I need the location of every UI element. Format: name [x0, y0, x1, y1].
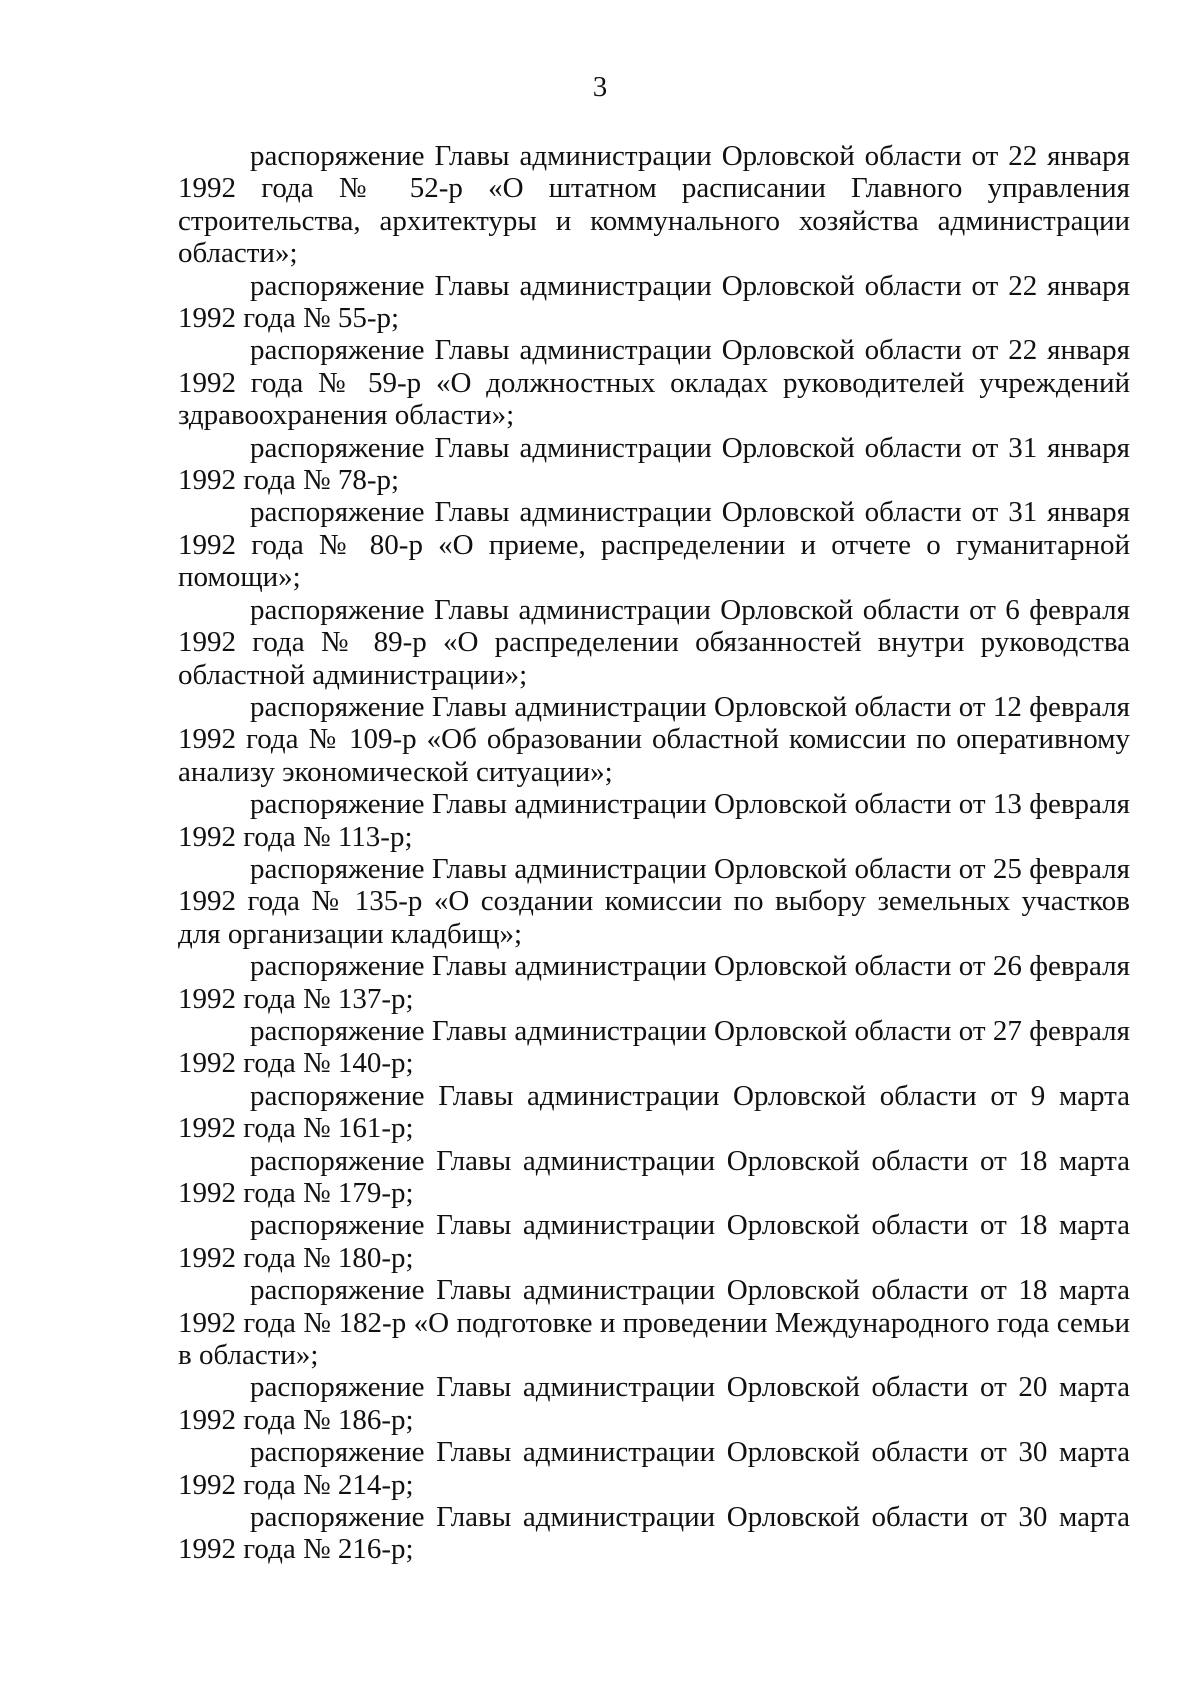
- list-item: [178, 950, 1130, 1015]
- list-item: [178, 1080, 1130, 1145]
- list-item: [178, 334, 1130, 431]
- list-item: [178, 853, 1130, 950]
- list-item: [178, 788, 1130, 853]
- list-item: [178, 140, 1130, 270]
- list-item-text: распоряжение Главы администрации Орловской области от 12 февраля 1992 года № 109-р «Об образовании областной комиссии по оперативному анализу экономической ситуации»;: [178, 690, 1130, 788]
- list-item-text: распоряжение Главы администрации Орловской области от 22 января 1992 года № 52-р «О штатном расписании Главного управления строительства, архитектуры и коммунального хозяйства администрации области»;: [178, 140, 1130, 270]
- list-item-text: распоряжение Главы администрации Орловской области от 20 марта 1992 года № 186-р;: [178, 1371, 1130, 1436]
- page-number: 3: [592, 71, 608, 103]
- list-item-text: распоряжение Главы администрации Орловской области от 13 февраля 1992 года № 113-р;: [178, 788, 1130, 853]
- list-item-text: распоряжение Главы администрации Орловской области от 18 марта 1992 года № 182-р «О подготовке и проведении Международного года семьи в области»;: [178, 1274, 1130, 1372]
- list-item-text: распоряжение Главы администрации Орловской области от 31 января 1992 года № 78-р;: [178, 431, 1130, 497]
- list-item-text: распоряжение Главы администрации Орловской области от 30 марта 1992 года № 214-р;: [178, 1436, 1130, 1501]
- list-item-text: распоряжение Главы администрации Орловской области от 18 марта 1992 года № 180-р;: [178, 1209, 1130, 1274]
- list-item: [178, 594, 1130, 691]
- list-item: [178, 432, 1130, 497]
- list-item-text: распоряжение Главы администрации Орловской области от 25 февраля 1992 года № 135-р «О создании комиссии по выбору земельных участков для организации кладбищ»;: [178, 852, 1130, 950]
- list-item: [178, 1145, 1130, 1210]
- list-item: [178, 1371, 1130, 1436]
- list-item-text: распоряжение Главы администрации Орловской области от 30 марта 1992 года № 216-р;: [178, 1501, 1130, 1566]
- list-item: [178, 1209, 1130, 1274]
- list-item: [178, 1274, 1130, 1371]
- list-item-text: распоряжение Главы администрации Орловской области от 6 февраля 1992 года № 89-р «О распределении обязанностей внутри руководства областной администрации»;: [178, 593, 1130, 691]
- document-body: [178, 140, 1130, 1566]
- list-item: [178, 1015, 1130, 1080]
- list-item-text: распоряжение Главы администрации Орловской области от 9 марта 1992 года № 161-р;: [178, 1079, 1130, 1145]
- list-item: [178, 1501, 1130, 1566]
- list-item-text: распоряжение Главы администрации Орловской области от 31 января 1992 года № 80-р «О приеме, распределении и отчете о гуманитарной помощи»;: [178, 496, 1130, 594]
- list-item: [178, 496, 1130, 593]
- list-item-text: распоряжение Главы администрации Орловской области от 18 марта 1992 года № 179-р;: [178, 1144, 1130, 1209]
- list-item-text: распоряжение Главы администрации Орловской области от 26 февраля 1992 года № 137-р;: [178, 950, 1130, 1015]
- list-item-text: распоряжение Главы администрации Орловской области от 27 февраля 1992 года № 140-р;: [178, 1014, 1130, 1080]
- list-item: [178, 270, 1130, 335]
- list-item: [178, 1436, 1130, 1501]
- list-item: [178, 691, 1130, 788]
- list-item-text: распоряжение Главы администрации Орловской области от 22 января 1992 года № 59-р «О должностных окладах руководителей учреждений здравоохранения области»;: [178, 334, 1130, 432]
- list-item-text: распоряжение Главы администрации Орловской области от 22 января 1992 года № 55-р;: [178, 269, 1130, 335]
